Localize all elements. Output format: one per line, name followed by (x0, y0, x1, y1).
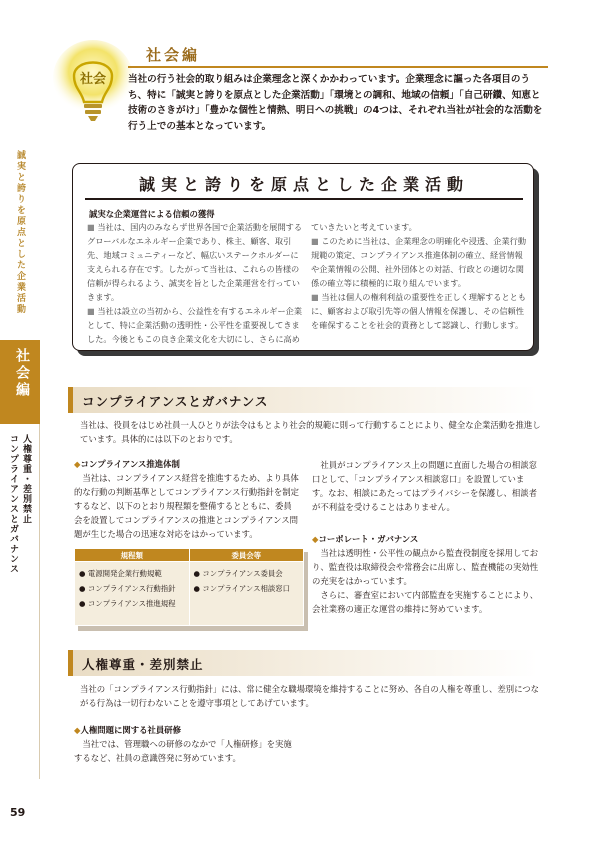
table-item: ● コンプライアンス行動指針 (79, 584, 176, 593)
list-item: ■ このために当社は、企業理念の明確化や浸透、企業行動規範の策定、コンプライアンス推進体制の確立、経営情報や企業情報の公開、社外団体との対話、行政との適切な関係の確立等に積極的に取り組んでいます。 (311, 236, 527, 288)
side-tab-social[interactable] (0, 340, 40, 424)
compliance-consult-text: 社員がコンプライアンス上の問題に直面した場合の相談窓口として、「コンプライアンス相談窓口」を設置しています。なお、相談にあたってはプライバシーを保護し、相談者が不利益を受けることはありません。 (312, 460, 538, 512)
integrity-box-title: 誠実と誇りを原点とした企業活動 (138, 175, 469, 194)
side-sub-human-rights[interactable]: 人権尊重・差別禁止 (21, 434, 31, 524)
table-item: ● コンプライアンス委員会 (193, 569, 283, 578)
human-rights-intro: 当社の「コンプライアンス行動指針」には、常に健全な職場環境を維持することに努め、各自の人権を尊重し、差別につながる行為は一切行わないことを遵守事項としてあげています。 (80, 684, 540, 708)
list-item-continued: ていきたいと考えています。 (311, 222, 417, 232)
integrity-box-right-col (311, 220, 527, 332)
table-cell-committees (189, 562, 304, 626)
side-subsections (0, 424, 40, 779)
section-title: 社会編 (146, 46, 201, 64)
list-item: ■ 当社は設立の当初から、公益性を有するエネルギー企業として、特に企業活動の透明性・公平性を重要視してきました。今後ともこの良き企業文化を大切にし、さらに高め (87, 306, 303, 344)
table-header-committees: 委員会等 (189, 549, 304, 562)
integrity-box-subhead: 誠実な企業運営による信頼の獲得 (89, 209, 215, 219)
integrity-box (72, 163, 534, 351)
section-title-bar (128, 42, 548, 68)
side-tab-label: 社会編 (14, 348, 30, 399)
human-rights-heading-bar (68, 650, 538, 676)
table-header-regulations: 規程類 (75, 549, 190, 562)
diamond-bullet-icon: ◆ (312, 534, 319, 544)
compliance-heading: コンプライアンスとガバナンス (82, 394, 269, 409)
compliance-heading-bar (68, 387, 538, 413)
human-rights-heading: 人権尊重・差別禁止 (82, 657, 204, 672)
compliance-table (74, 548, 304, 626)
square-bullet-icon: ■ (87, 222, 98, 232)
diamond-bullet-icon: ◆ (74, 459, 81, 469)
table-cell-regulations (75, 562, 190, 626)
square-bullet-icon: ■ (87, 306, 98, 316)
square-bullet-icon: ■ (311, 236, 322, 246)
side-section-label: 誠実と誇りを原点とした企業活動 (15, 150, 25, 315)
table-item: ● コンプライアンス相談窓口 (193, 584, 291, 593)
integrity-box-rule (85, 198, 523, 200)
table-item: ● 電源開発企業行動規範 (79, 569, 162, 578)
side-band-top (0, 0, 40, 340)
integrity-box-left-col (87, 220, 303, 346)
compliance-sub1-text: 当社は、コンプライアンス経営を推進するため、より具体的な行動の判断基準としてコンプライアンス行動指針を制定するなど、以下のとおり規程類を整備するとともに、委員会を設置してコンプライアンスの推進とコンプライアンス問題が生じた場合の迅速な対応をはかっています。 (74, 473, 300, 539)
compliance-sub2-text: 当社は透明性・公平性の観点から監査役制度を採用しており、監査役は取締役会や常務会に出席し、監査機能の実効性の充実をはかっています。 (312, 548, 539, 586)
table-item: ● コンプライアンス推進規程 (79, 599, 176, 608)
square-bullet-icon: ■ (311, 292, 322, 302)
compliance-intro: 当社は、役員をはじめ社員一人ひとりが法令はもとより社会的規範に則って行動することにより、健全な企業活動を推進しています。具体的には以下のとおりです。 (80, 420, 541, 444)
diamond-bullet-icon: ◆ (74, 725, 81, 735)
intro-text: 当社の行う社会的取り組みは企業理念と深くかかわっています。企業理念に謳った各項目のうち、特に「誠実と誇りを原点とした企業活動」「環境との調和、地域の信頼」「自己研鑽、知恵と技術のさきがけ」「豊かな個性と情熱、明日への挑戦」の4つは、それぞれ当社が社会的な活動を行う上での基本となっています。 (128, 74, 543, 132)
page-number: 59 (10, 806, 26, 819)
compliance-sub1-title: ◆コンプライアンス推進体制 (74, 459, 180, 469)
compliance-sub2-title: ◆コーポレート・ガバナンス (312, 534, 419, 544)
human-rights-sub-text: 当社では、管理職への研修のなかで「人権研修」を実施するなど、社員の意識啓発に努めています。 (74, 739, 292, 763)
compliance-sub2-text2: さらに、審査室において内部監査を実施することにより、会社業務の適正な運営の維持に努めています。 (312, 590, 539, 614)
bulb-glyph: 社会 (79, 72, 107, 87)
lightbulb-icon (52, 40, 134, 132)
list-item: ■ 当社は個人の権利利益の重要性を正しく理解するとともに、顧客および取引先等の個人情報を保護し、その信頼性を確保することを社会的責務として認識し、行動します。 (311, 292, 527, 330)
human-rights-sub-title: ◆人権問題に関する社員研修 (74, 725, 181, 735)
list-item: ■ 当社は、国内のみならず世界各国で企業活動を展開するグローバルなエネルギー企業であり、株主、顧客、取引先、地域コミュニティーなど、幅広いステークホルダーに支えられる存在です。したがって当社は、これらの皆様の信頼が得られるよう、誠実を旨とした企業運営を行っていきます。 (87, 222, 303, 302)
side-sub-compliance[interactable]: コンプライアンスとガバナンス (8, 434, 18, 574)
